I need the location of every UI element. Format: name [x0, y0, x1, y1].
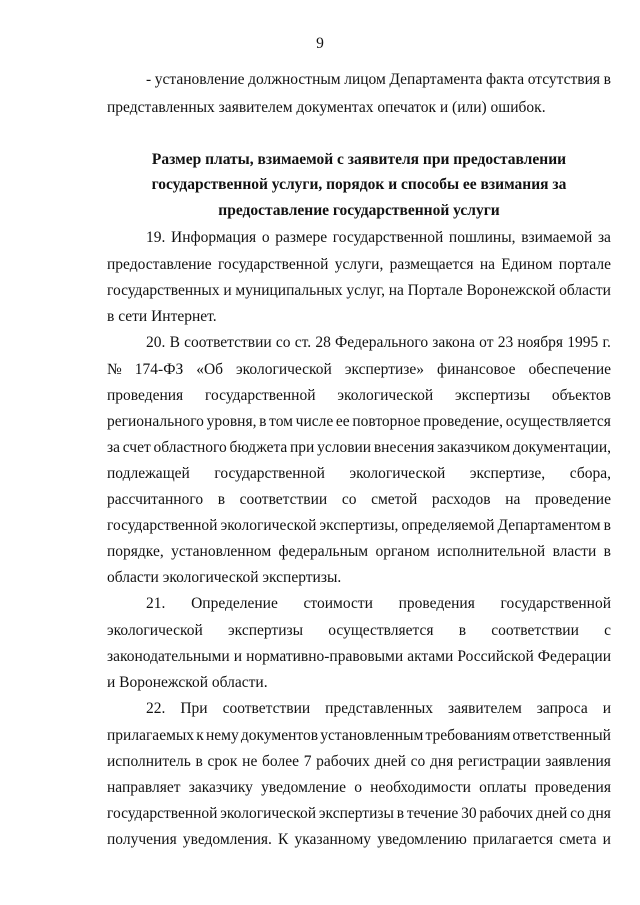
word: стоимости: [303, 595, 373, 612]
word: экспертизы: [318, 805, 394, 822]
paragraph-line: [107, 726, 611, 746]
word: и: [223, 282, 232, 299]
word: установление: [154, 71, 245, 88]
word: и: [602, 831, 611, 848]
word: государственной: [500, 595, 611, 612]
word: области: [559, 282, 611, 299]
word: со: [410, 753, 426, 770]
paragraph-line: [107, 360, 611, 380]
word: и: [233, 648, 243, 665]
word: подлежащей: [107, 465, 190, 482]
word: экспертизе»: [344, 361, 425, 378]
word: исполнительной: [437, 543, 546, 560]
section-heading: государственной услуги, порядок и способы ее взимания за: [151, 176, 567, 193]
word: смета: [559, 831, 597, 848]
intro-line: [146, 70, 611, 90]
word: счет: [122, 439, 151, 456]
word: ноября: [517, 334, 564, 351]
intro-line: представленных заявителем документах опечаток и (или) ошибок.: [107, 99, 546, 116]
word: запроса: [536, 700, 588, 717]
word: нему: [205, 727, 239, 744]
word: проведения: [398, 595, 475, 612]
paragraph-line: [107, 386, 611, 406]
paragraph-line: [107, 255, 611, 275]
paragraph-line: [107, 830, 611, 850]
word: предоставление: [107, 256, 212, 273]
word: экологической: [107, 622, 203, 639]
word: в: [195, 753, 203, 770]
word: -: [146, 71, 152, 88]
word: государственной: [107, 517, 218, 534]
word: уровня,: [206, 413, 257, 430]
word: получения: [107, 831, 177, 848]
paragraph-line: [107, 621, 611, 641]
paragraph-line: области экологической экспертизы.: [107, 569, 342, 586]
word: со: [275, 334, 291, 351]
word: с: [604, 622, 611, 639]
word: факта: [486, 71, 525, 88]
word: экспертизы: [455, 387, 531, 404]
word: органом: [375, 543, 430, 560]
word: срок: [207, 753, 238, 770]
paragraph-line: [107, 438, 611, 458]
word: государственной: [217, 256, 329, 273]
word: 30: [461, 805, 477, 822]
word: государственных: [107, 282, 220, 299]
word: проведение,: [423, 413, 504, 430]
word: расходов: [431, 491, 491, 508]
word: сбора,: [569, 465, 611, 482]
word: 19.: [146, 229, 166, 246]
word: заказчиком: [437, 439, 511, 456]
word: При: [180, 700, 208, 717]
word: проведения: [107, 387, 184, 404]
paragraph-line: [107, 752, 611, 772]
word: Информация: [171, 229, 257, 246]
word: оплаты: [479, 779, 527, 796]
word: экспертизы,: [319, 517, 399, 534]
word: Федерации: [537, 648, 611, 665]
word: в: [259, 413, 267, 430]
word: ответственный: [512, 727, 611, 744]
word: необходимости: [370, 779, 471, 796]
word: государственной: [107, 805, 218, 822]
word: Воронежской: [466, 282, 556, 299]
word: заявителем: [447, 700, 522, 717]
word: власти: [552, 543, 597, 560]
section-heading: предоставление государственной услуги: [218, 202, 500, 219]
paragraph-line: [107, 778, 611, 798]
word: осуществляется: [328, 622, 434, 639]
word: в: [603, 71, 611, 88]
word: соответствии: [491, 622, 579, 639]
paragraph-line: [107, 412, 611, 432]
word: размере: [275, 229, 328, 246]
word: 22.: [146, 700, 166, 717]
word: за: [597, 229, 611, 246]
paragraph-line: [107, 464, 611, 484]
word: порядке,: [107, 543, 164, 560]
paragraph-line: [107, 516, 611, 536]
word: актами: [407, 648, 454, 665]
paragraph-line: и Воронежской области.: [107, 674, 268, 691]
word: экологической: [220, 805, 317, 822]
word: 1995: [567, 334, 599, 351]
paragraph-line: в сети Интернет.: [107, 308, 217, 325]
word: закона: [432, 334, 475, 351]
word: 21.: [146, 595, 166, 612]
word: указанному: [294, 831, 372, 848]
section-heading: Размер платы, взимаемой с заявителя при предоставлении: [151, 151, 567, 168]
word: сметой: [371, 491, 418, 508]
word: «Об: [196, 361, 224, 378]
word: и: [602, 700, 611, 717]
word: направляет: [107, 779, 181, 796]
word: в: [396, 805, 405, 822]
word: на: [505, 491, 521, 508]
word: уведомление: [261, 779, 346, 796]
word: портале: [558, 256, 611, 273]
word: проведения: [534, 779, 611, 796]
word: повторное: [352, 413, 421, 430]
word: рабочих: [479, 805, 534, 822]
word: нормативно-правовыми: [246, 648, 404, 665]
word: муниципальных: [235, 282, 343, 299]
word: экспертизы: [228, 622, 304, 639]
word: исполнитель: [107, 753, 191, 770]
word: условии: [317, 439, 372, 456]
word: государственной: [214, 465, 325, 482]
word: со: [570, 805, 585, 822]
word: 23: [497, 334, 514, 351]
word: должностным: [248, 71, 341, 88]
word: экологической: [337, 387, 434, 404]
word: №: [107, 361, 122, 378]
word: Российской: [457, 648, 534, 665]
word: Департаментом: [497, 517, 601, 534]
word: соответствии: [239, 491, 328, 508]
word: прилагается: [472, 831, 553, 848]
word: числе: [295, 413, 334, 430]
word: прилагаемых: [107, 727, 195, 744]
word: со: [341, 491, 357, 508]
word: соответствии: [184, 334, 272, 351]
word: на: [388, 282, 404, 299]
word: 7: [303, 753, 312, 770]
word: уведомления.: [182, 831, 272, 848]
paragraph-line: [146, 228, 611, 248]
word: ст.: [294, 334, 312, 351]
paragraph-line: [107, 281, 611, 301]
word: не: [242, 753, 258, 770]
word: размещается: [389, 256, 474, 273]
word: федеральным: [278, 543, 369, 560]
word: бюджета: [229, 439, 288, 456]
word: проведение: [535, 491, 611, 508]
paragraph-line: [146, 333, 611, 353]
word: финансовое: [437, 361, 516, 378]
word: заявления: [545, 753, 611, 770]
paragraph-line: [107, 542, 611, 562]
word: за: [107, 439, 121, 456]
word: законодательными: [107, 648, 230, 665]
word: К: [278, 831, 289, 848]
word: обеспечение: [528, 361, 611, 378]
word: определяемой: [401, 517, 495, 534]
word: при: [290, 439, 315, 456]
word: Портале: [407, 282, 463, 299]
paragraph-line: [146, 699, 611, 719]
word: ее: [335, 413, 350, 430]
word: Федерального: [335, 334, 429, 351]
word: рассчитанного: [107, 491, 204, 508]
word: экологической: [349, 465, 446, 482]
paragraph-line: [107, 647, 611, 667]
word: экологической: [220, 517, 317, 534]
word: государственной: [332, 229, 444, 246]
word: объектов: [551, 387, 611, 404]
word: о: [354, 779, 362, 796]
word: 174-ФЗ: [134, 361, 184, 378]
word: рабочих: [316, 753, 370, 770]
word: 28: [315, 334, 331, 351]
word: взимаемой: [521, 229, 593, 246]
word: лицом: [344, 71, 386, 88]
word: установленным: [320, 727, 424, 744]
word: дня: [587, 805, 611, 822]
word: пошлины,: [448, 229, 516, 246]
word: г.: [602, 334, 611, 351]
word: дней: [535, 805, 568, 822]
word: представленных: [325, 700, 433, 717]
word: течение: [406, 805, 459, 822]
word: требованиям: [425, 727, 511, 744]
word: Едином: [501, 256, 553, 273]
word: документации,: [512, 439, 611, 456]
word: областного: [153, 439, 227, 456]
word: в: [603, 517, 611, 534]
word: на: [479, 256, 495, 273]
word: регионального: [107, 413, 204, 430]
paragraph-line: [107, 804, 611, 824]
word: осуществляется: [505, 413, 611, 430]
word: услуг,: [346, 282, 386, 299]
word: отсутствия: [527, 71, 601, 88]
word: 20.: [146, 334, 166, 351]
paragraph-line: [146, 594, 611, 614]
word: регистрации: [457, 753, 541, 770]
word: экологической: [236, 361, 332, 378]
word: дней: [374, 753, 406, 770]
word: дня: [429, 753, 454, 770]
word: государственной: [205, 387, 316, 404]
word: том: [269, 413, 293, 430]
word: документов: [240, 727, 319, 744]
word: к: [196, 727, 204, 744]
word: в: [603, 543, 611, 560]
word: В: [169, 334, 180, 351]
word: уведомлению: [377, 831, 467, 848]
word: услуги,: [334, 256, 384, 273]
word: о: [261, 229, 270, 246]
word: в: [217, 491, 226, 508]
page-number: 9: [316, 35, 324, 52]
word: экспертизе,: [469, 465, 546, 482]
word: в: [458, 622, 467, 639]
word: заказчику: [188, 779, 253, 796]
word: установленном: [171, 543, 272, 560]
word: внесения: [373, 439, 435, 456]
word: соответствии: [222, 700, 311, 717]
word: Департамента: [389, 71, 483, 88]
word: Определение: [191, 595, 278, 612]
word: от: [479, 334, 494, 351]
paragraph-line: [107, 490, 611, 510]
word: более: [262, 753, 299, 770]
